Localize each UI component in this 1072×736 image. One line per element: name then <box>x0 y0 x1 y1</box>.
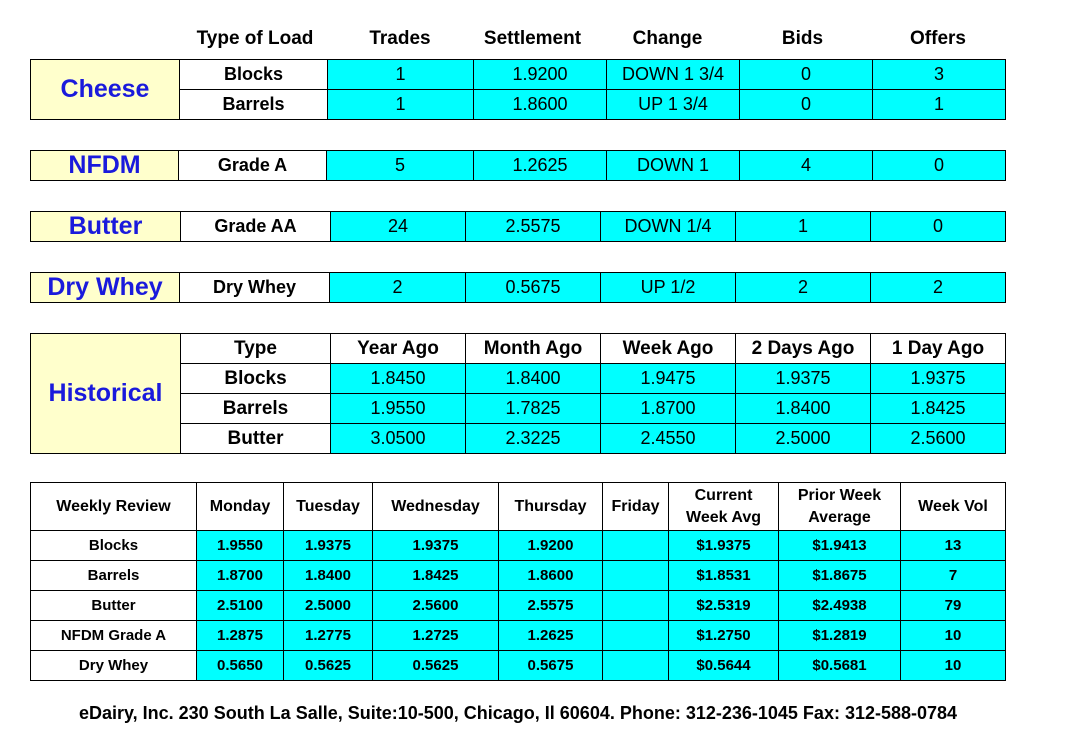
weekly-cell <box>603 561 669 591</box>
weekly-cell: 1.2725 <box>373 621 499 651</box>
historical-cell: 3.0500 <box>331 424 466 454</box>
historical-cell: 1.9475 <box>601 364 736 394</box>
dry-whey-change: UP 1/2 <box>601 273 736 303</box>
weekly-cell: 1.9550 <box>197 531 284 561</box>
weekly-cell: $1.2819 <box>779 621 901 651</box>
weekly-row-label: Dry Whey <box>31 651 197 681</box>
historical-row-type: Butter <box>181 424 331 454</box>
cheese-row-trades: 1 <box>328 60 474 90</box>
historical-cell: 1.7825 <box>466 394 601 424</box>
historical-cell: 2.5600 <box>871 424 1006 454</box>
butter-offers: 0 <box>871 212 1006 242</box>
cheese-row-settlement: 1.8600 <box>474 90 607 120</box>
nfdm-change: DOWN 1 <box>607 151 740 181</box>
cheese-row-settlement: 1.9200 <box>474 60 607 90</box>
weekly-cell: $1.8675 <box>779 561 901 591</box>
weekly-cell: 1.9200 <box>499 531 603 561</box>
weekly-cell: 2.5600 <box>373 591 499 621</box>
weekly-cell: $2.4938 <box>779 591 901 621</box>
weekly-cell: 1.9375 <box>284 531 373 561</box>
weekly-header-friday: Friday <box>603 483 669 531</box>
historical-header-cell: 2 Days Ago <box>736 334 871 364</box>
header-trades: Trades <box>369 28 431 49</box>
dry-whey-settlement: 0.5675 <box>466 273 601 303</box>
weekly-cell: 13 <box>901 531 1006 561</box>
weekly-review-table <box>30 482 1006 681</box>
historical-cell: 1.8400 <box>466 364 601 394</box>
weekly-cell <box>603 651 669 681</box>
weekly-header-weekly-review: Weekly Review <box>31 483 197 531</box>
weekly-cell: $1.9413 <box>779 531 901 561</box>
header-bids: Bids <box>781 28 824 49</box>
historical-header-cell: Type <box>181 334 331 364</box>
footer-contact: eDairy, Inc. 230 South La Salle, Suite:10-500, Chicago, Il 60604. Phone: 312-236-1045 Fax: 312-588-0784 <box>78 703 958 723</box>
historical-table <box>30 333 1006 454</box>
weekly-cell: 1.9375 <box>373 531 499 561</box>
weekly-cell: $0.5681 <box>779 651 901 681</box>
weekly-cell: 2.5575 <box>499 591 603 621</box>
weekly-header-tuesday: Tuesday <box>284 483 373 531</box>
current-week-avg-line: Week Avg <box>686 508 761 526</box>
weekly-cell: 1.8425 <box>373 561 499 591</box>
dry-whey-table <box>30 272 1006 303</box>
weekly-row-label: Barrels <box>31 561 197 591</box>
historical-cell: 1.8425 <box>871 394 1006 424</box>
cheese-row-bids: 0 <box>740 60 873 90</box>
weekly-cell: $1.2750 <box>669 621 779 651</box>
weekly-header-thursday: Thursday <box>499 483 603 531</box>
weekly-cell: 1.2625 <box>499 621 603 651</box>
weekly-cell: 1.8700 <box>197 561 284 591</box>
dry-whey-offers: 2 <box>871 273 1006 303</box>
dry-whey-type: Dry Whey <box>180 273 330 303</box>
cheese-row-change: UP 1 3/4 <box>607 90 740 120</box>
weekly-cell: 2.5000 <box>284 591 373 621</box>
header-change: Change <box>632 28 703 49</box>
weekly-cell <box>603 591 669 621</box>
weekly-cell <box>603 621 669 651</box>
weekly-cell: 1.2875 <box>197 621 284 651</box>
dry-whey-trades: 2 <box>330 273 466 303</box>
weekly-cell: 1.8600 <box>499 561 603 591</box>
dry-whey-bids: 2 <box>736 273 871 303</box>
weekly-row-label: Butter <box>31 591 197 621</box>
weekly-header-current-week-avg <box>669 483 779 531</box>
historical-cell: 1.9550 <box>331 394 466 424</box>
weekly-header-week-vol: Week Vol <box>901 483 1006 531</box>
butter-bids: 1 <box>736 212 871 242</box>
prior-week-average-line: Average <box>808 508 871 526</box>
header-settlement: Settlement <box>483 28 582 49</box>
prior-week-average-line: Prior Week <box>797 486 882 504</box>
historical-label: Historical <box>31 334 181 454</box>
header-offers: Offers <box>910 28 966 49</box>
historical-row-type: Blocks <box>181 364 331 394</box>
historical-cell: 2.5000 <box>736 424 871 454</box>
weekly-cell: $1.9375 <box>669 531 779 561</box>
weekly-cell: 2.5100 <box>197 591 284 621</box>
weekly-cell: 79 <box>901 591 1006 621</box>
weekly-cell: 0.5625 <box>373 651 499 681</box>
weekly-cell: 1.2775 <box>284 621 373 651</box>
butter-trades: 24 <box>331 212 466 242</box>
current-week-avg-line: Current <box>694 486 753 504</box>
historical-header-cell: Year Ago <box>331 334 466 364</box>
butter-type: Grade AA <box>181 212 331 242</box>
dry-whey-label: Dry Whey <box>31 273 180 303</box>
header-type-of-load: Type of Load <box>196 28 314 49</box>
weekly-cell <box>603 531 669 561</box>
weekly-cell: 7 <box>901 561 1006 591</box>
weekly-cell: 0.5625 <box>284 651 373 681</box>
historical-cell: 2.3225 <box>466 424 601 454</box>
historical-header-cell: Week Ago <box>601 334 736 364</box>
cheese-row-offers: 3 <box>873 60 1006 90</box>
nfdm-bids: 4 <box>740 151 873 181</box>
weekly-cell: 10 <box>901 621 1006 651</box>
cheese-row-change: DOWN 1 3/4 <box>607 60 740 90</box>
cheese-row-type: Barrels <box>180 90 328 120</box>
nfdm-type: Grade A <box>179 151 327 181</box>
butter-settlement: 2.5575 <box>466 212 601 242</box>
nfdm-trades: 5 <box>327 151 474 181</box>
nfdm-table <box>30 150 1006 181</box>
weekly-cell: $2.5319 <box>669 591 779 621</box>
weekly-cell: 0.5650 <box>197 651 284 681</box>
cheese-table <box>30 59 1006 120</box>
weekly-header-monday: Monday <box>197 483 284 531</box>
cheese-label: Cheese <box>31 60 180 120</box>
butter-label: Butter <box>31 212 181 242</box>
historical-row-type: Barrels <box>181 394 331 424</box>
butter-table <box>30 211 1006 242</box>
weekly-cell: $0.5644 <box>669 651 779 681</box>
cheese-row-offers: 1 <box>873 90 1006 120</box>
nfdm-offers: 0 <box>873 151 1006 181</box>
historical-cell: 1.8450 <box>331 364 466 394</box>
cheese-row-trades: 1 <box>328 90 474 120</box>
cheese-row-type: Blocks <box>180 60 328 90</box>
butter-change: DOWN 1/4 <box>601 212 736 242</box>
weekly-row-label: Blocks <box>31 531 197 561</box>
historical-cell: 1.9375 <box>736 364 871 394</box>
historical-cell: 2.4550 <box>601 424 736 454</box>
cheese-row-bids: 0 <box>740 90 873 120</box>
historical-cell: 1.8700 <box>601 394 736 424</box>
weekly-cell: 10 <box>901 651 1006 681</box>
historical-cell: 1.9375 <box>871 364 1006 394</box>
weekly-row-label: NFDM Grade A <box>31 621 197 651</box>
weekly-cell: 0.5675 <box>499 651 603 681</box>
nfdm-settlement: 1.2625 <box>474 151 607 181</box>
historical-header-cell: Month Ago <box>466 334 601 364</box>
weekly-header-prior-week-average <box>779 483 901 531</box>
historical-cell: 1.8400 <box>736 394 871 424</box>
weekly-cell: 1.8400 <box>284 561 373 591</box>
weekly-cell: $1.8531 <box>669 561 779 591</box>
historical-header-cell: 1 Day Ago <box>871 334 1006 364</box>
nfdm-label: NFDM <box>31 151 179 181</box>
weekly-header-wednesday: Wednesday <box>373 483 499 531</box>
